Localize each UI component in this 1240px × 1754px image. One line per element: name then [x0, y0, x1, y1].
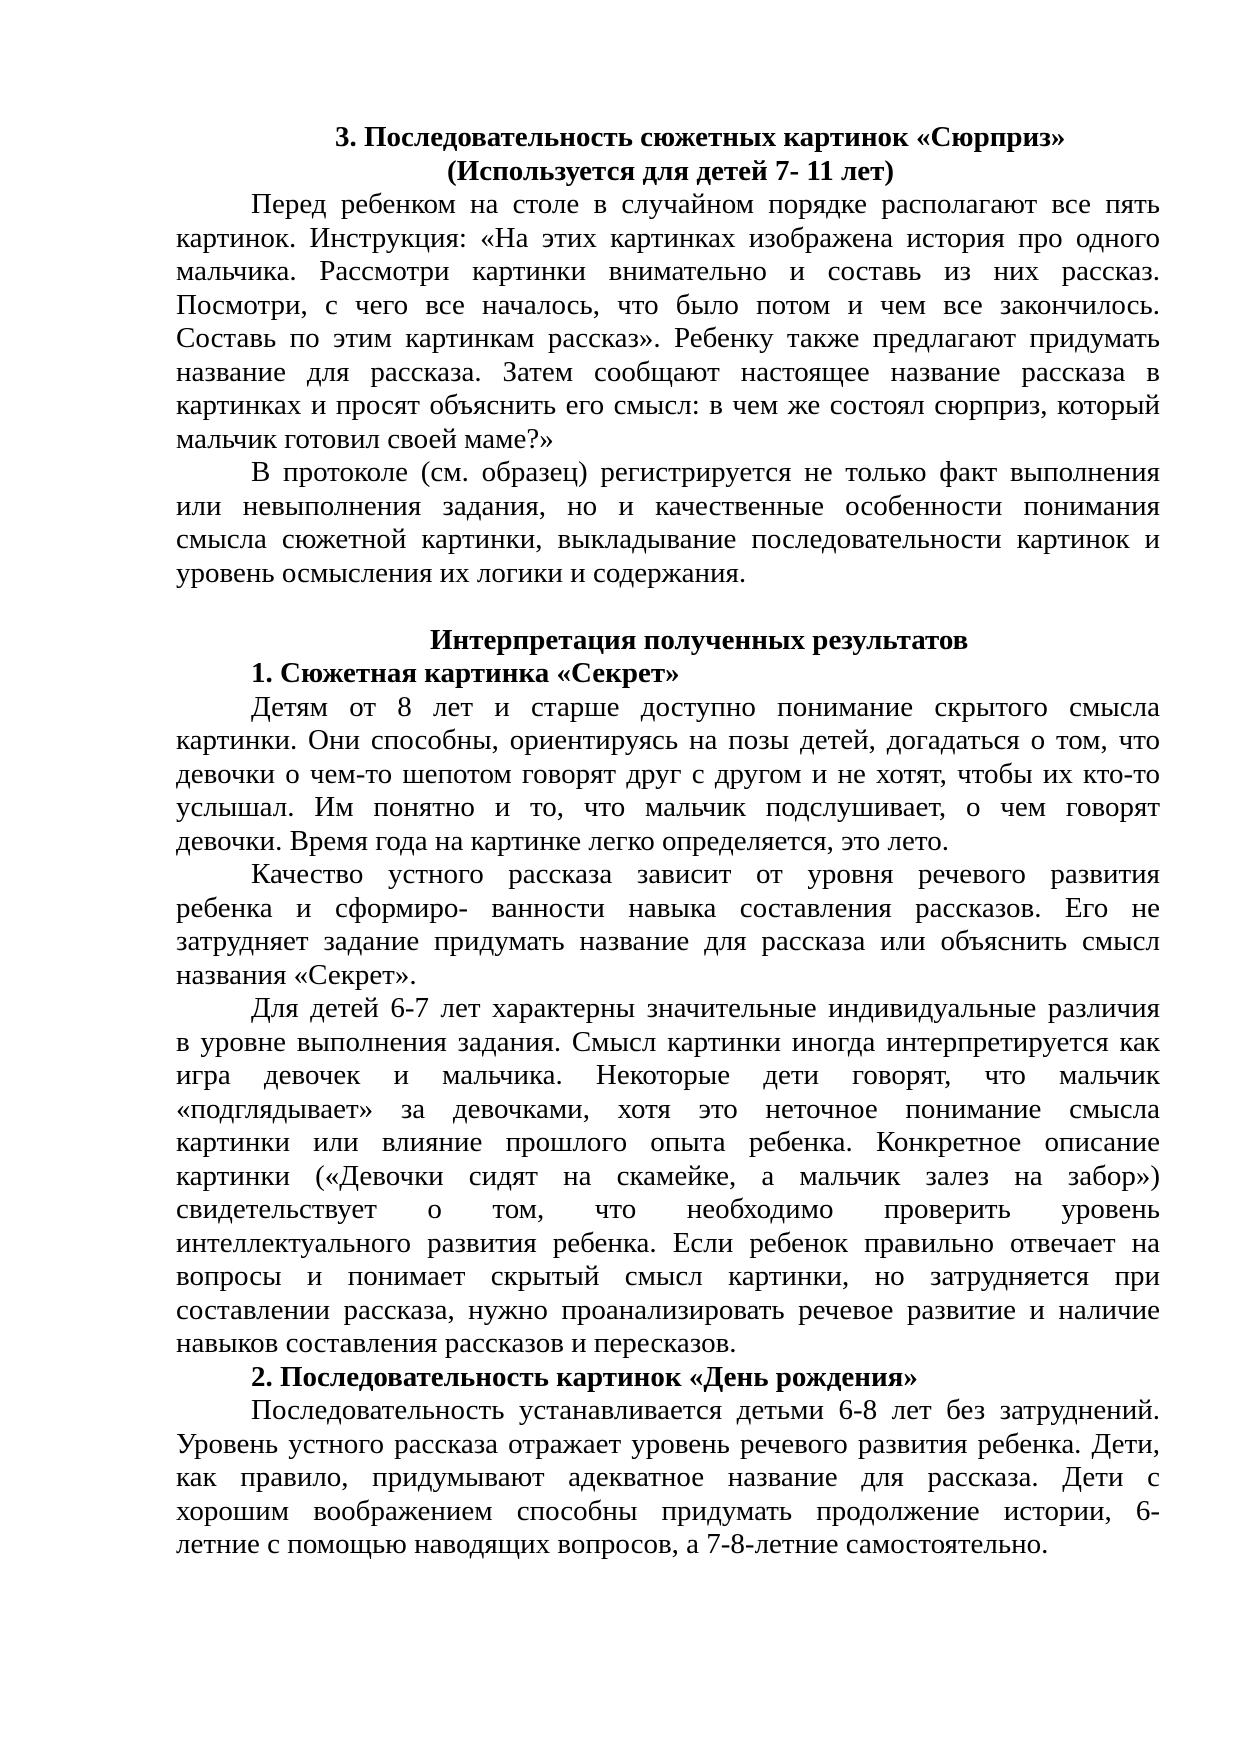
text-line: или невыполнения задания, но и качественные особенности понимания — [176, 489, 1160, 522]
text-line: картинки. Они способны, ориентируясь на позы детей, догадаться о том, что — [176, 724, 1160, 756]
blank-line — [176, 590, 1160, 624]
section-heading — [176, 657, 1160, 691]
text-line: услышал. Им понятно и то, что мальчик подслушивает, о чем говорят — [176, 791, 1160, 823]
text-line: картинок. Инструкция: «На этих картинках изображена история про одного — [176, 221, 1160, 254]
paragraph — [176, 1394, 1160, 1562]
text-line: девочки о чем-то шепотом говорят друг с другом и не хотят, чтобы их кто-то — [176, 757, 1160, 790]
text-line: Последовательность устанавливается детьми 6-8 лет без затруднений. — [251, 1394, 1160, 1426]
heading-line: 1. Сюжетная картинка «Секрет» — [251, 657, 680, 689]
text-line: уровень осмысления их логики и содержания. — [176, 556, 747, 589]
text-line: Перед ребенком на столе в случайном порядке располагают все пять — [251, 188, 1160, 220]
text-line: Для детей 6-7 лет характерны значительные индивидуальные различия — [251, 992, 1160, 1024]
section-heading — [176, 1361, 1160, 1395]
text-line: «подглядывает» за девочками, хотя это неточное понимание смысла — [176, 1092, 1160, 1125]
text-line: свидетельствует о том, что необходимо проверить уровень — [176, 1193, 1160, 1225]
text-line: Составь по этим картинкам рассказ». Ребенку также предлагают придумать — [176, 322, 1160, 354]
text-line: мальчика. Рассмотри картинки внимательно и составь из них рассказ. — [176, 255, 1160, 287]
text-line: девочки. Время года на картинке легко определяется, это лето. — [176, 824, 949, 857]
text-line: картинках и просят объяснить его смысл: в чем же состоял сюрприз, который — [176, 389, 1160, 421]
text-line: Детям от 8 лет и старше доступно понимание скрытого смысла — [251, 690, 1160, 723]
text-line: мальчик готовил своей маме?» — [176, 422, 554, 455]
paragraph — [176, 456, 1160, 590]
text-line: название для рассказа. Затем сообщают настоящее название рассказа в — [176, 355, 1160, 388]
heading-line: (Используется для детей 7- 11 лет) — [447, 154, 895, 187]
section-heading — [176, 624, 1160, 658]
text-line: игра девочек и мальчика. Некоторые дети говорят, что мальчик — [176, 1059, 1160, 1091]
text-line: как правило, придумывают адекватное название для рассказа. Дети с — [176, 1461, 1160, 1493]
text-line: смысла сюжетной картинки, выкладывание последовательности картинок и — [176, 523, 1160, 555]
text-line: составлении рассказа, нужно проанализировать речевое развитие и наличие — [176, 1293, 1160, 1326]
text-line: Посмотри, с чего все началось, что было потом и чем все закончилось. — [176, 288, 1160, 321]
paragraph — [176, 858, 1160, 992]
heading-line: Интерпретация полученных результатов — [430, 623, 969, 656]
text-line: названия «Секрет». — [176, 958, 417, 991]
text-line: Качество устного рассказа зависит от уровня речевого развития — [251, 858, 1160, 890]
paragraph — [176, 992, 1160, 1361]
text-line: летние с помощью наводящих вопросов, а 7-8-летние самостоятельно. — [176, 1528, 1049, 1560]
paragraph — [176, 691, 1160, 859]
document-page — [176, 121, 1160, 1562]
heading-line: 2. Последовательность картинок «День рождения» — [251, 1360, 918, 1393]
text-line: В протоколе (см. образец) регистрируется не только факт выполнения — [251, 456, 1160, 488]
heading-line: 3. Последовательность сюжетных картинок «Сюрприз» — [335, 121, 1066, 153]
text-line: картинки или влияние прошлого опыта ребенка. Конкретное описание — [176, 1126, 1160, 1158]
text-line: ребенка и сформиро- ванности навыка составления рассказов. Его не — [176, 891, 1160, 924]
text-line: картинки («Девочки сидят на скамейке, а мальчик залез на забор») — [176, 1159, 1160, 1192]
text-line: Уровень устного рассказа отражает уровень речевого развития ребенка. Дети, — [176, 1427, 1160, 1460]
text-line: навыков составления рассказов и пересказов. — [176, 1327, 737, 1359]
text-line: вопросы и понимает скрытый смысл картинки, но затрудняется при — [176, 1260, 1160, 1292]
text-line: хорошим воображением способны придумать продолжение истории, 6- — [176, 1494, 1160, 1527]
section-heading — [176, 121, 1160, 188]
paragraph — [176, 188, 1160, 456]
text-line: в уровне выполнения задания. Смысл картинки иногда интерпретируется как — [176, 1025, 1160, 1058]
text-line: интеллектуального развития ребенка. Если ребенок правильно отвечает на — [176, 1226, 1160, 1259]
text-line: затрудняет задание придумать название для рассказа или объяснить смысл — [176, 925, 1160, 957]
